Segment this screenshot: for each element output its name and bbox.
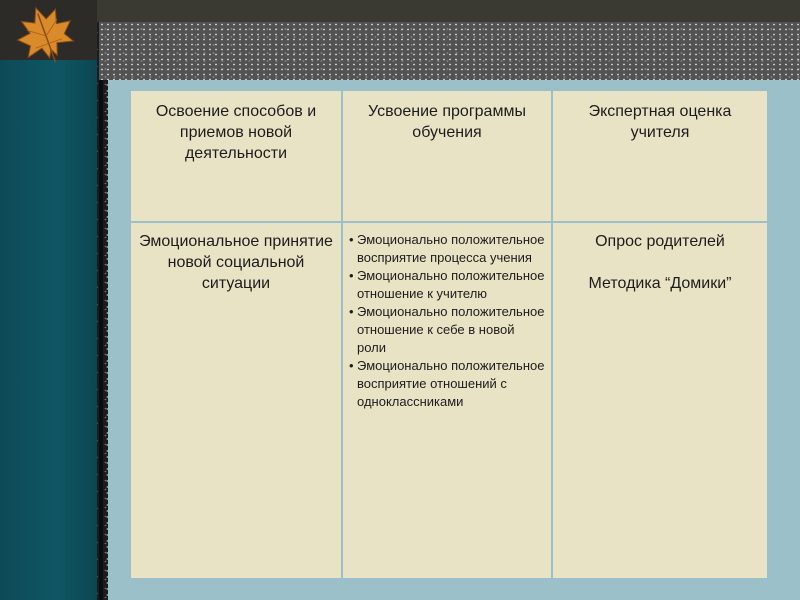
criteria-table [130,90,772,579]
table-row [130,222,772,579]
top-strip [97,0,800,22]
list-item-text: Эмоционально положительное восприятие отношений с одноклассниками [357,358,545,409]
row-cell-methods [553,223,767,578]
bullet-icon: • [349,268,354,283]
textured-header-band [99,22,800,80]
spacer [559,252,761,273]
list-item-text: Эмоционально положительное отношение к учителю [357,268,545,301]
method-houses: Методика “Домики” [588,275,732,292]
left-accent-bar [0,0,97,600]
vertical-divider [99,80,103,600]
table-header-row [130,90,772,222]
method-parent-survey: Опрос родителей [595,233,725,250]
list-item [349,303,545,357]
row-cell-indicators-list [343,223,551,578]
bullet-icon: • [349,232,354,247]
list-item [349,357,545,411]
header-cell-expert: Экспертная оценка учителя [553,91,767,221]
list-item-text: Эмоционально положительное восприятие процесса учения [357,232,545,265]
list-item [349,231,545,267]
bullet-icon: • [349,358,354,373]
row-cell-emotional-acceptance: Эмоциональное принятие новой социальной ситуации [131,223,341,578]
list-item [349,267,545,303]
header-cell-skills: Освоение способов и приемов новой деятельности [131,91,341,221]
maple-leaf-icon [0,0,100,70]
header-cell-program: Усвоение программы обучения [343,91,551,221]
list-item-text: Эмоционально положительное отношение к себе в новой роли [357,304,545,355]
bullet-icon: • [349,304,354,319]
